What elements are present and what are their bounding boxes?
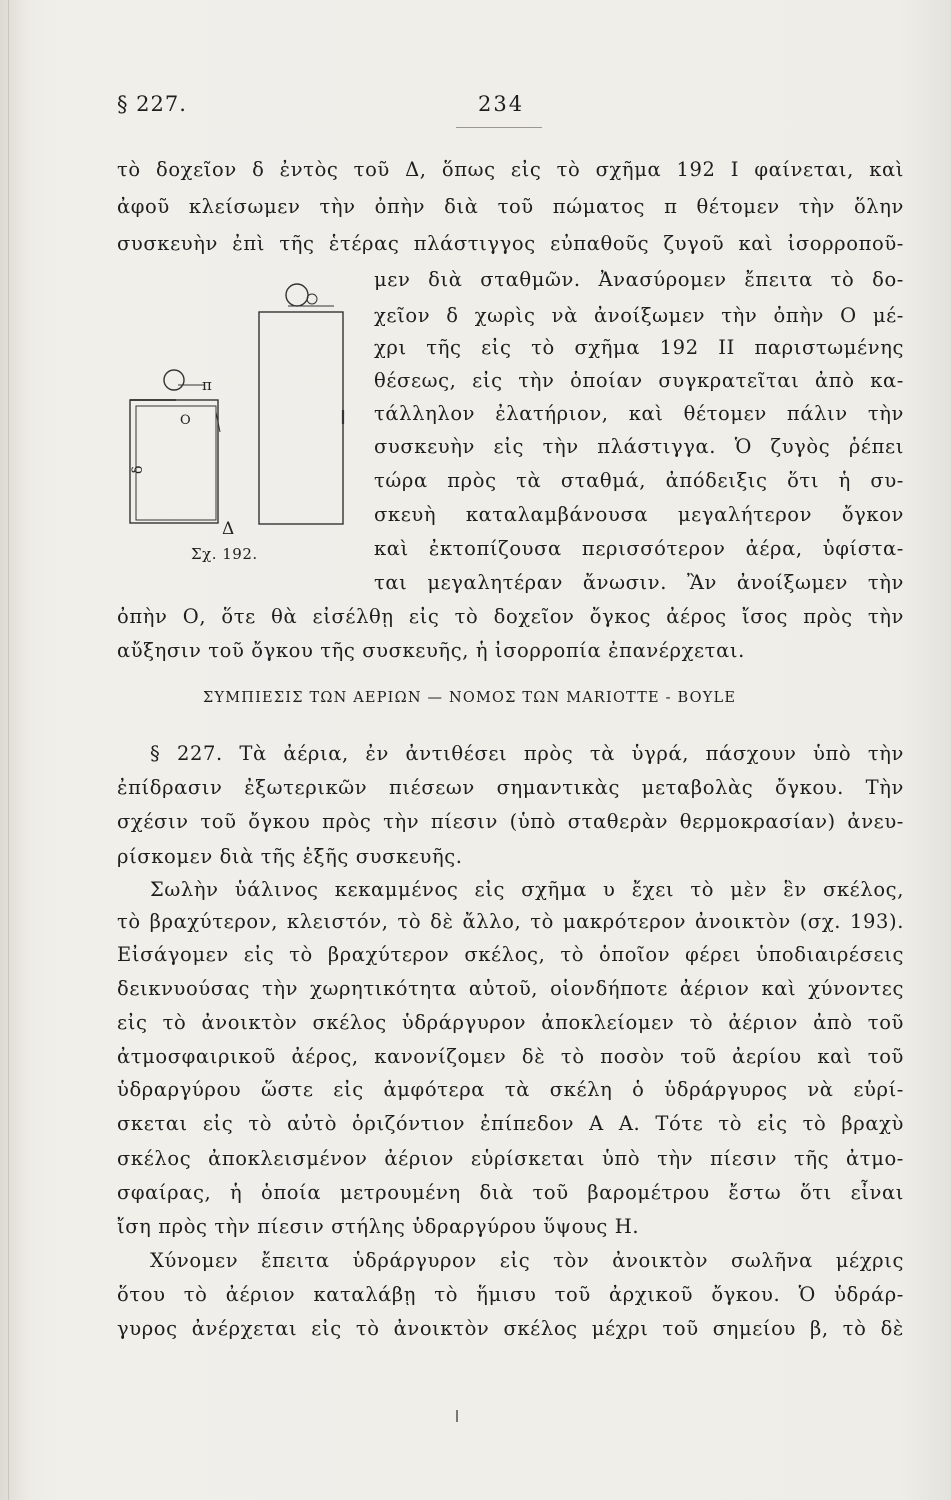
section-heading: ΣΥΜΠΙΕΣΙΣ ΤΩΝ ΑΕΡΙΩΝ — ΝΟΜΟΣ ΤΩΝ MARIOTTE - BOYLE: [203, 690, 737, 706]
text-line: ἀφοῦ κλείσωμεν τὴν ὀπὴν διὰ τοῦ πώματος π θέτομεν τὴν ὅλην: [117, 195, 904, 218]
text-line: εἰς τὸ ἀνοικτὸν σκέλος ὑδράργυρον ἀποκλείομεν τὸ ἀέριον ἀπὸ τοῦ: [117, 1011, 904, 1034]
text-line: γυρος ἀνέρχεται εἰς τὸ ἀνοικτὸν σκέλος μέχρι τοῦ σημείου β, τὸ δὲ: [117, 1317, 904, 1340]
label-pi: π: [202, 376, 212, 394]
outer-vessel-II: [259, 312, 343, 524]
text-line: ἀτμοσφαιρικοῦ ἀέρος, κανονίζομεν δὲ τὸ ποσὸν τοῦ ἀερίου καὶ τοῦ: [117, 1045, 904, 1068]
text-line: § 227. Τὰ ἀέρια, ἐν ἀντιθέσει πρὸς τὰ ὑγρά, πάσχουν ὑπὸ τὴν: [150, 742, 904, 765]
text-line: ἐπίδρασιν ἐξωτερικῶν πιέσεων σημαντικὰς μεταβολὰς ὄγκου. Τὴν: [117, 776, 904, 799]
text-line: χεῖον δ χωρὶς νὰ ἀνοίξωμεν τὴν ὀπὴν Ο μέ-: [374, 304, 904, 327]
text-line: σκέλος ἀποκλεισμένον ἀέριον εὑρίσκεται ὑπὸ τὴν πίεσιν τῆς ἀτμο-: [117, 1147, 904, 1170]
text-line: δεικνυούσας τὴν χωρητικότητα αὐτοῦ, οἱονδήποτε ἀέριον καὶ χύνοντες: [117, 977, 904, 1000]
outer-vessel-I: [130, 400, 218, 523]
header-rule: [456, 127, 542, 128]
figure-192: [112, 272, 372, 592]
inner-vessel-I: [136, 406, 216, 520]
text-line: ρίσκομεν διὰ τῆς ἑξῆς συσκευῆς.: [117, 845, 463, 868]
stopper-ring-II: [286, 284, 308, 306]
text-line: τὸ δοχεῖον δ ἐντὸς τοῦ Δ, ὅπως εἰς τὸ σχῆμα 192 I φαίνεται, καὶ: [117, 158, 904, 181]
page-number: 234: [478, 92, 525, 116]
text-line: Χύνομεν ἔπειτα ὑδράργυρον εἰς τὸν ἀνοικτὸν σωλῆνα μέχρις: [150, 1249, 904, 1272]
text-line: ὅτου τὸ ἀέριον καταλάβῃ τὸ ἥμισυ τοῦ ἀρχικοῦ ὄγκου. Ὁ ὑδράρ-: [117, 1283, 904, 1306]
text-line: ὑδραργύρου ὥστε εἰς ἀμφότερα τὰ σκέλη ὁ ὑδράργυρος νὰ εὑρί-: [117, 1078, 904, 1101]
text-line: ἴση πρὸς τὴν πίεσιν στήλης ὑδραργύρου ὕψους Η.: [117, 1215, 640, 1238]
text-line: σκευὴ καταλαμβάνουσα μεγαλήτερον ὄγκον: [374, 503, 904, 526]
text-line: χρι τῆς εἰς τὸ σχῆμα 192 II παριστωμένης: [374, 336, 904, 359]
text-line: μεν διὰ σταθμῶν. Ἀνασύρομεν ἔπειτα τὸ δο-: [374, 268, 904, 291]
label-delta-small: δ: [130, 465, 146, 474]
text-line: ται μεγαλητέραν ἄνωσιν. Ἂν ἀνοίξωμεν τὴν: [374, 571, 904, 594]
text-line: θέσεως, εἰς τὴν ὁποίαν συγκρατεῖται ἀπὸ κα-: [374, 369, 904, 392]
stopper-ring-I: [164, 370, 184, 390]
text-line: σφαίρας, ἡ ὁποία μετρουμένη διὰ τοῦ βαρομέτρου ἔστω ὅτι εἶναι: [117, 1181, 904, 1204]
label-delta-big: Δ: [222, 519, 235, 539]
text-line: τὸ βραχύτερον, κλειστόν, τὸ δὲ ἄλλο, τὸ μακρότερον ἀνοικτὸν (σχ. 193).: [117, 910, 904, 933]
text-line: ὀπὴν Ο, ὅτε θὰ εἰσέλθῃ εἰς τὸ δοχεῖον ὄγκος ἀέρος ἴσος πρὸς τὴν: [117, 605, 904, 628]
figure-192-drawing: [112, 272, 372, 592]
text-line: τάλληλον ἐλατήριον, καὶ θέτομεν πάλιν τὴν: [374, 402, 904, 425]
text-line: αὔξησιν τοῦ ὄγκου τῆς συσκευῆς, ἡ ἰσορροπία ἐπανέρχεται.: [117, 639, 745, 662]
text-line: Εἰσάγομεν εἰς τὸ βραχύτερον σκέλος, τὸ ὁποῖον φέρει ὑποδιαιρέσεις: [117, 943, 904, 966]
label-omicron: Ο: [180, 413, 191, 428]
text-line: συσκευὴν ἐπὶ τῆς ἑτέρας πλάστιγγος εὐπαθοῦς ζυγοῦ καὶ ἰσορροποῦ-: [117, 232, 904, 255]
section-number: § 227.: [117, 92, 187, 116]
text-line: σχέσιν τοῦ ὄγκου πρὸς τὴν πίεσιν (ὑπὸ σταθερὰν θερμοκρασίαν) ἀνευ-: [117, 810, 904, 833]
figure-caption: Σχ. 192.: [191, 545, 258, 563]
text-line: τώρα πρὸς τὰ σταθμά, ἀπόδειξις ὅτι ἡ συ-: [374, 469, 904, 492]
text-line: Σωλὴν ὑάλινος κεκαμμένος εἰς σχῆμα υ ἔχει τὸ μὲν ἓν σκέλος,: [150, 878, 904, 901]
page-edge-line: [8, 0, 9, 1500]
text-line: σκεται εἰς τὸ αὐτὸ ὁριζόντιον ἐπίπεδον Α Α. Τότε τὸ εἰς τὸ βραχὺ: [117, 1112, 904, 1135]
text-line: συσκευὴν εἰς τὴν πλάστιγγα. Ὁ ζυγὸς ῥέπει: [374, 435, 904, 458]
print-mark: [456, 1410, 458, 1422]
text-line: καὶ ἐκτοπίζουσα περισσότερον ἀέρα, ὑφίστα-: [374, 537, 904, 560]
